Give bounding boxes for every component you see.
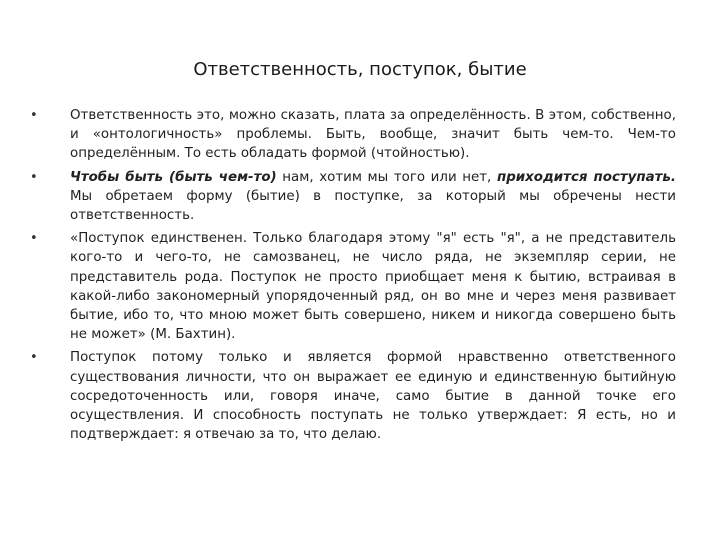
bullet-emphasis: приходится поступать.: [496, 169, 676, 185]
bullet-item-1: [30, 106, 676, 164]
bullet-text: «Поступок единственен. Только благодаря этому "я" есть "я", а не представитель кого-то и чего-то, не самозванец, не число ряда, не экземпляр серии, не представитель рода. Поступок не просто приобщает меня к бытию, встраивая в какой-либо закономерный упорядоченный ряд, он во мне и через меня развивает бытие, ибо то, что мною может быть совершено, никем и никогда совершено быть не может» (М. Бахтин).: [70, 231, 676, 343]
bullet-list: [30, 106, 676, 448]
bullet-dot-icon: •: [30, 231, 38, 247]
bullet-text: Поступок потому только и является формой нравственно ответственного существования личности, что он выражает ее единую и единственную бытийную сосредоточенность или, говоря иначе, само бытие в данной точке его осуществления. И способность поступать не только утверждает: Я есть, но и подтверждает: я отвечаю за то, что делаю.: [70, 350, 676, 443]
bullet-item-3: [30, 229, 676, 344]
bullet-dot-icon: •: [30, 169, 38, 185]
bullet-dot-icon: •: [30, 350, 38, 366]
bullet-text: Ответственность это, можно сказать, плата за определённость. В этом, собственно, и «онтологичность» проблемы. Быть, вообще, значит быть чем-то. Чем-то определённым. То есть обладать формой (чтойностью).: [70, 108, 676, 162]
bullet-text-middle: нам, хотим мы того или нет,: [276, 169, 497, 185]
bullet-text-suffix: Мы обретаем форму (бытие) в поступке, за который мы обречены нести ответственность.: [70, 188, 676, 224]
bullet-emphasis: Чтобы быть (быть чем-то): [70, 169, 277, 185]
bullet-item-2: [30, 168, 676, 226]
bullet-item-4: [30, 348, 676, 444]
bullet-dot-icon: •: [30, 108, 38, 123]
slide-title: Ответственность, поступок, бытие: [193, 59, 527, 80]
